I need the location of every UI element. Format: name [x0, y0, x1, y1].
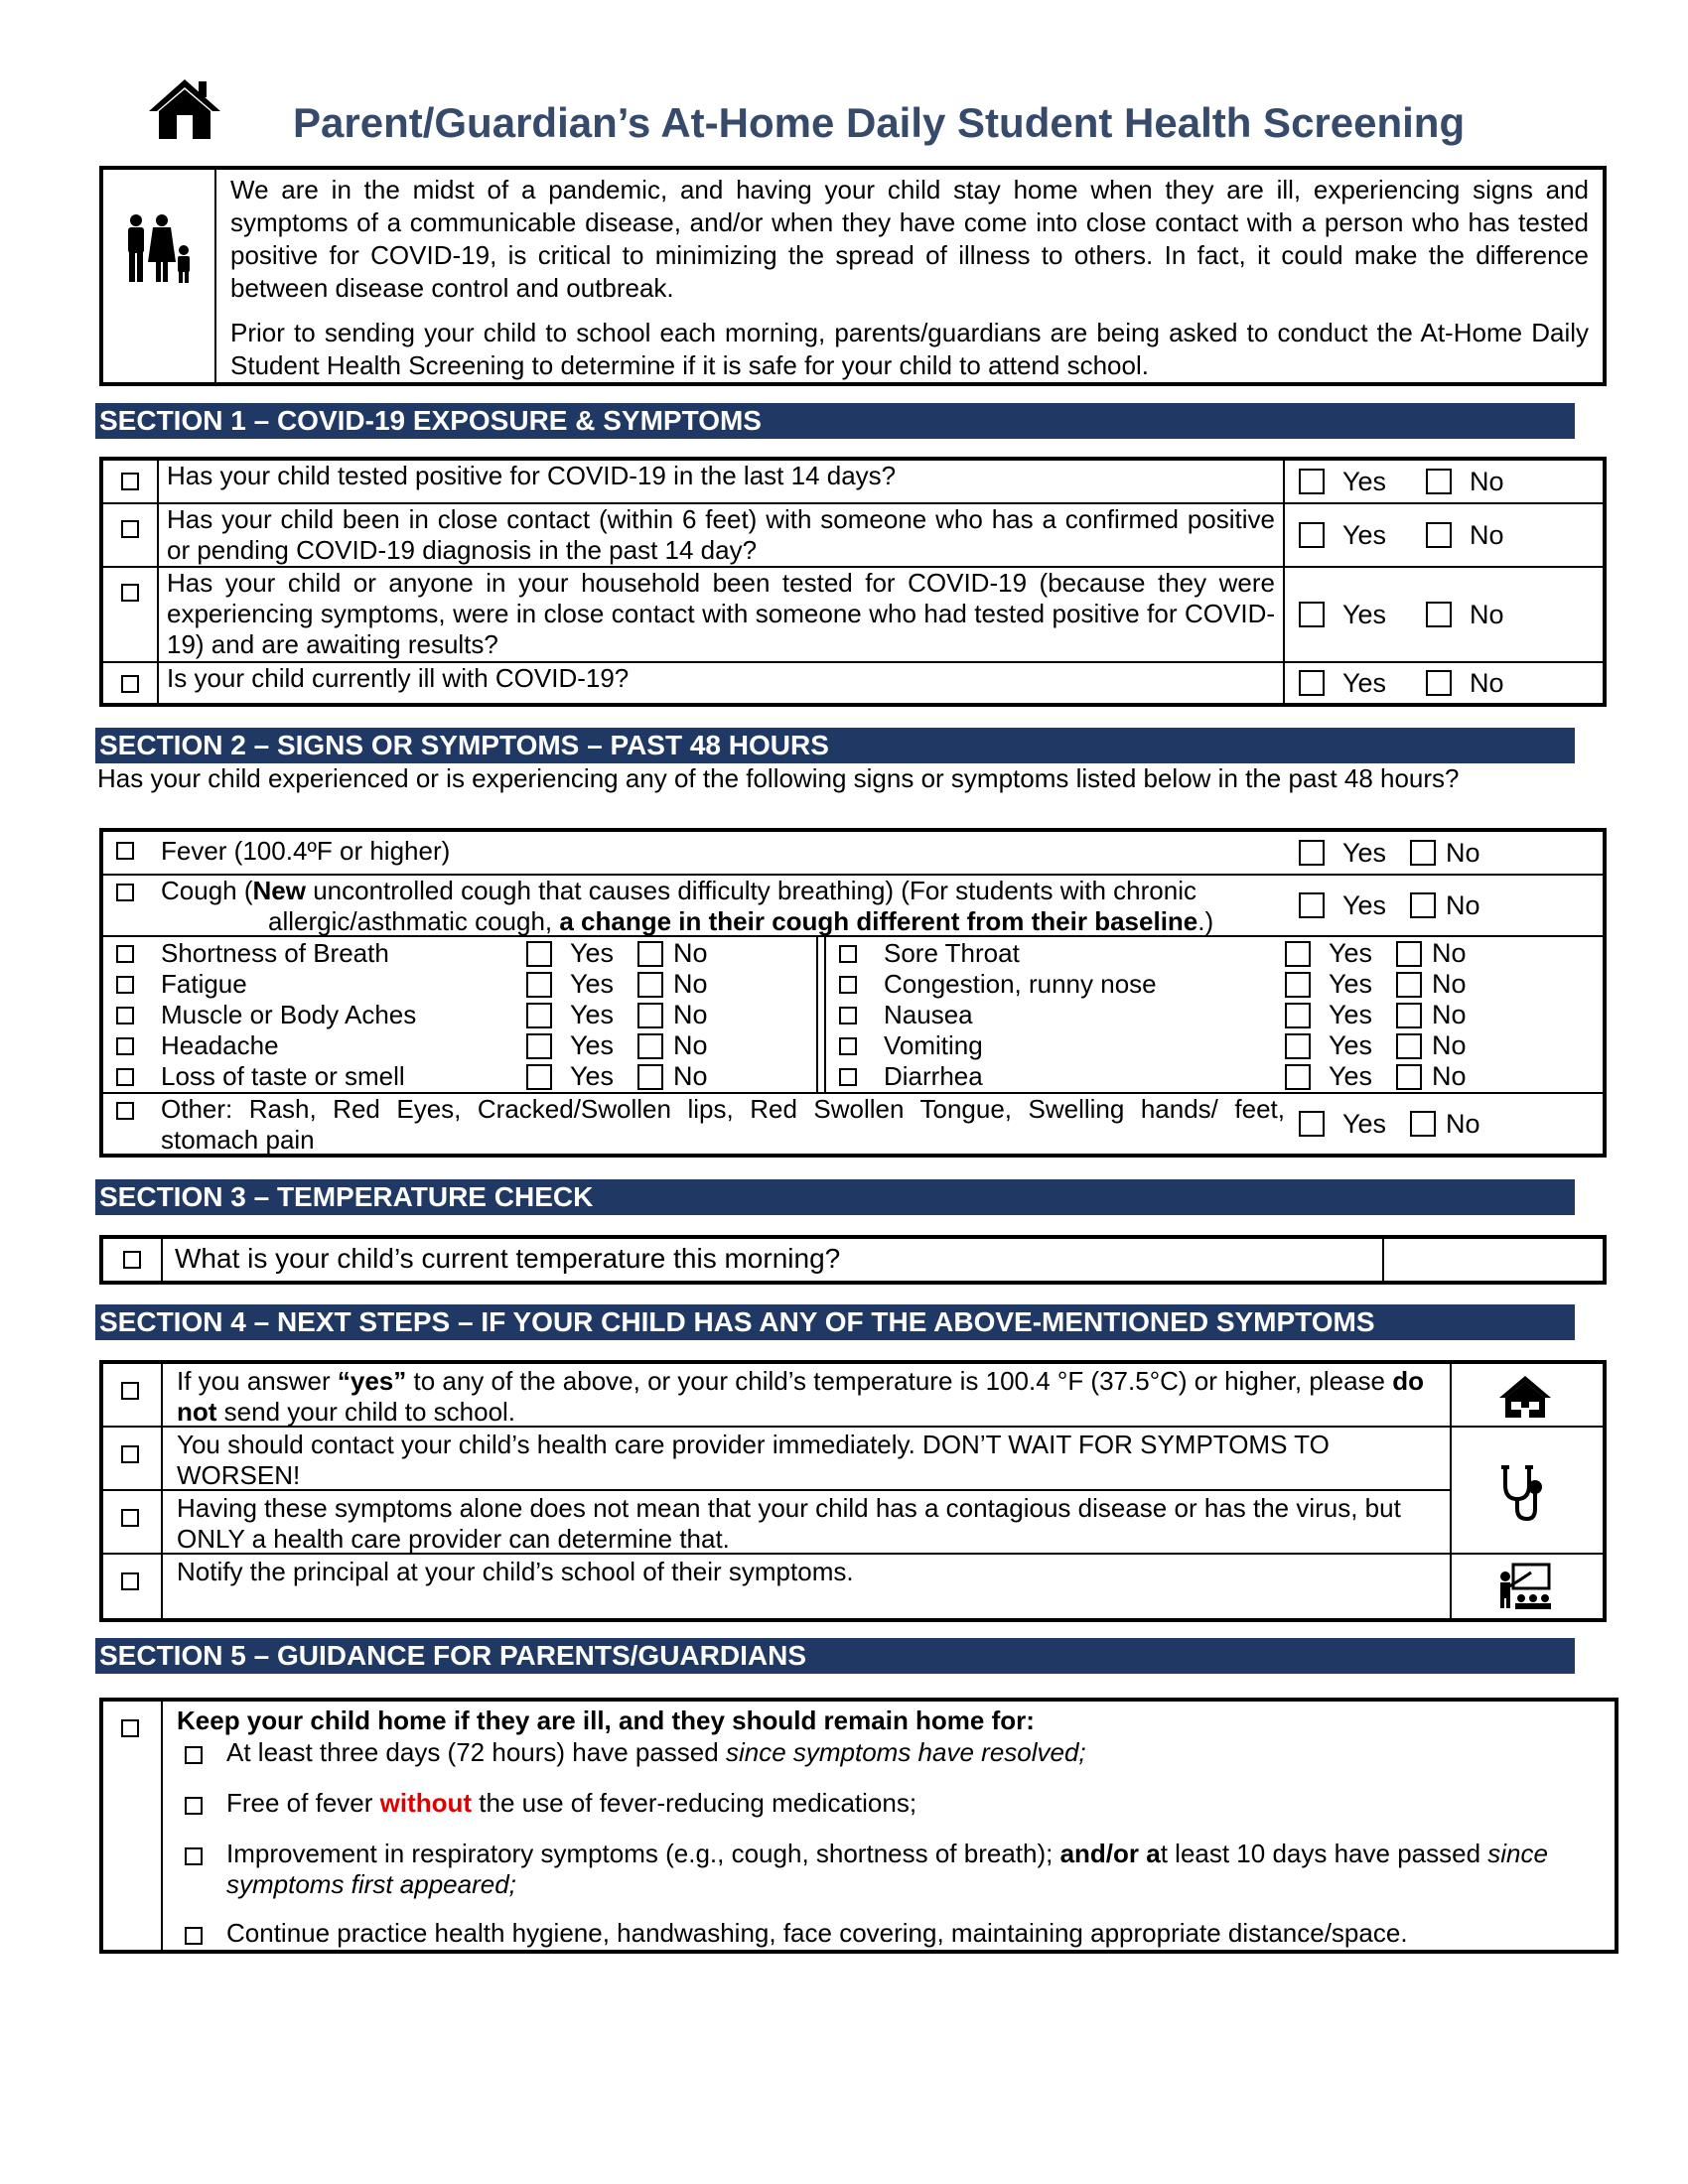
symptom-row [826, 1030, 1603, 1061]
yes-checkbox[interactable] [1285, 972, 1311, 998]
guidance-item-checkbox[interactable] [185, 1797, 203, 1815]
no-checkbox[interactable] [1396, 1003, 1422, 1028]
yes-checkbox[interactable] [526, 941, 552, 967]
symptom-row [826, 1000, 1603, 1030]
symptom-row [103, 1030, 816, 1061]
symptom-checkbox[interactable] [839, 1007, 857, 1024]
row-checkbox[interactable] [121, 1509, 139, 1527]
yes-checkbox[interactable] [526, 1033, 552, 1059]
yes-checkbox[interactable] [1299, 892, 1325, 918]
no-checkbox[interactable] [1426, 522, 1452, 548]
symptom-label: Vomiting [884, 1030, 983, 1060]
no-checkbox[interactable] [1410, 840, 1436, 866]
row-checkbox[interactable] [121, 473, 139, 490]
yes-checkbox[interactable] [526, 1003, 552, 1028]
no-label: No [1432, 1000, 1467, 1029]
symptom-checkbox[interactable] [116, 976, 134, 994]
table-row: Has your child or anyone in your household been tested for COVID-19 (because they were experiencing symptoms, were in close contact with someone who had tested positive for COVID-19) and are awaiting results? Yes No [103, 566, 1603, 661]
row-checkbox[interactable] [121, 675, 139, 693]
symptom-row [103, 1000, 816, 1030]
symptom-label: Muscle or Body Aches [161, 1000, 417, 1029]
row-checkbox[interactable] [121, 520, 139, 538]
row-checkbox[interactable] [121, 1572, 139, 1590]
cough-checkbox[interactable] [116, 884, 134, 901]
row-checkbox[interactable] [121, 1445, 139, 1463]
yes-checkbox[interactable] [1285, 1003, 1311, 1028]
no-checkbox[interactable] [1426, 602, 1452, 627]
guidance-item: Improvement in respiratory symptoms (e.g., cough, shortness of breath); and/or at least 10 days have passed since symptoms first appeared; [226, 1839, 1548, 1899]
intro-box [99, 166, 1607, 386]
step-text: You should contact your child’s health care provider immediately. DON’T WAIT FOR SYMPTOMS TO WORSEN! [177, 1430, 1330, 1490]
step-text: Having these symptoms alone does not mean that your child has a contagious disease or has the virus, but ONLY a health care provider can determine that. [177, 1493, 1401, 1554]
section-5-header: SECTION 5 – GUIDANCE FOR PARENTS/GUARDIANS [95, 1638, 1575, 1674]
temperature-checkbox[interactable] [123, 1251, 141, 1269]
symptom-row [103, 969, 816, 1000]
teacher-classroom-icon [1497, 1563, 1553, 1610]
symptom-list-left [103, 937, 818, 1092]
yes-checkbox[interactable] [1299, 522, 1325, 548]
section-1-table [99, 457, 1607, 707]
question-text: Has your child or anyone in your household been tested for COVID-19 (because they were experiencing symptoms, were in close contact with someone who had tested positive for COVID-19) and are awaiting results? [159, 568, 1285, 661]
guidance-item-checkbox[interactable] [185, 1847, 203, 1865]
no-label: No [673, 938, 708, 968]
yes-label: Yes [570, 938, 615, 968]
step-text: If you answer “yes” to any of the above, or your child’s temperature is 100.4 °F (37.5°C) or higher, please do not send your child to school. [177, 1366, 1424, 1427]
intro-paragraph-1: We are in the midst of a pandemic, and having your child stay home when they are ill, experiencing signs and symptoms of a communicable disease, and/or when they have come into close contact with a person who has tested positive for COVID-19, is critical to minimizing the spread of illness to others. In fact, it could make the difference between disease control and outbreak. [230, 175, 1589, 303]
symptom-row [103, 938, 816, 969]
guidance-checkbox[interactable] [121, 1719, 139, 1737]
no-checkbox[interactable] [1396, 972, 1422, 998]
table-row [103, 1364, 1603, 1428]
row-checkbox[interactable] [121, 1382, 139, 1400]
yes-checkbox[interactable] [1285, 1064, 1311, 1090]
symptom-checkbox[interactable] [839, 1068, 857, 1086]
table-row: Fever (100.4ºF or higher) Yes No [103, 832, 1603, 874]
no-checkbox[interactable] [637, 1064, 663, 1090]
step-text: Notify the principal at your child’s school of their symptoms. [177, 1557, 854, 1586]
intro-paragraph-2: Prior to sending your child to school each morning, parents/guardians are being asked to conduct the At-Home Daily Student Health Screening to determine if it is safe for your child to attend school. [230, 318, 1589, 380]
no-checkbox[interactable] [637, 972, 663, 998]
no-checkbox[interactable] [1396, 1033, 1422, 1059]
no-checkbox[interactable] [1410, 892, 1436, 918]
yes-label: Yes [1329, 1030, 1373, 1060]
yes-label: Yes [570, 1030, 615, 1060]
yes-label: Yes [1329, 938, 1373, 968]
section-2-header: SECTION 2 – SIGNS OR SYMPTOMS – PAST 48 HOURS [95, 728, 1575, 763]
guidance-item-checkbox[interactable] [185, 1927, 203, 1945]
yes-checkbox[interactable] [526, 1064, 552, 1090]
table-row: Has your child been in close contact (within 6 feet) with someone who has a confirmed positive or pending COVID-19 diagnosis in the past 14 day? Yes No [103, 502, 1603, 566]
table-row: Is your child currently ill with COVID-19? Yes No [103, 661, 1603, 703]
symptom-checkbox[interactable] [116, 945, 134, 963]
no-checkbox[interactable] [1410, 1111, 1436, 1137]
no-checkbox[interactable] [1396, 1064, 1422, 1090]
symptom-label: Congestion, runny nose [884, 969, 1157, 999]
guidance-item-checkbox[interactable] [185, 1746, 203, 1764]
section-3-table [99, 1235, 1607, 1285]
section-2-prompt: Has your child experienced or is experiencing any of the following signs or symptoms listed below in the past 48 hours? [97, 763, 1460, 793]
section-5-table [99, 1698, 1618, 1954]
table-row [103, 1555, 1603, 1618]
question-text: Has your child been in close contact (within 6 feet) with someone who has a confirmed positive or pending COVID-19 diagnosis in the past 14 day? [159, 504, 1285, 566]
yes-checkbox[interactable] [1285, 941, 1311, 967]
family-icon [122, 212, 196, 286]
stethoscope-icon [1499, 1463, 1545, 1523]
yes-checkbox[interactable] [526, 972, 552, 998]
no-label: No [1432, 1061, 1467, 1091]
no-label: No [1432, 938, 1467, 968]
symptom-fever: Fever (100.4ºF or higher) [161, 836, 451, 866]
yes-label: Yes [570, 1000, 615, 1029]
symptom-label: Shortness of Breath [161, 938, 389, 968]
fever-checkbox[interactable] [116, 842, 134, 860]
home-icon [147, 75, 222, 141]
symptom-row [826, 938, 1603, 969]
intro-icon-cell [103, 170, 216, 382]
symptom-grid [103, 935, 1603, 1092]
symptom-checkbox[interactable] [116, 1007, 134, 1024]
yes-checkbox[interactable] [1299, 1111, 1325, 1137]
table-row: Other: Rash, Red Eyes, Cracked/Swollen lips, Red Swollen Tongue, Swelling hands/ feet, stomach pain Yes No [103, 1092, 1603, 1154]
temperature-question: What is your child’s current temperature this morning? [163, 1239, 1384, 1281]
yes-checkbox[interactable] [1285, 1033, 1311, 1059]
page-title: Parent/Guardian’s At-Home Daily Student Health Screening [293, 99, 1466, 146]
table-row [103, 1491, 1603, 1555]
guidance-item: At least three days (72 hours) have passed since symptoms have resolved; [226, 1737, 1086, 1767]
temperature-input[interactable] [1384, 1239, 1603, 1281]
guidance-heading: Keep your child home if they are ill, and they should remain home for: [177, 1706, 1035, 1735]
guidance-item: Free of fever without the use of fever-reducing medications; [226, 1788, 917, 1818]
no-checkbox[interactable] [1396, 941, 1422, 967]
symptom-label: Nausea [884, 1000, 973, 1029]
symptom-checkbox[interactable] [116, 1068, 134, 1086]
other-checkbox[interactable] [116, 1102, 134, 1120]
symptom-checkbox[interactable] [839, 1037, 857, 1055]
question-text: Has your child tested positive for COVID-19 in the last 14 days? [159, 461, 1285, 502]
no-checkbox[interactable] [637, 941, 663, 967]
table-row [103, 1428, 1450, 1491]
yes-checkbox[interactable] [1299, 670, 1325, 696]
yes-label: Yes [1329, 1061, 1373, 1091]
no-label: No [673, 969, 708, 999]
row-checkbox[interactable] [121, 584, 139, 602]
section-3-header: SECTION 3 – TEMPERATURE CHECK [95, 1179, 1575, 1215]
yes-label: Yes [1329, 1000, 1373, 1029]
symptom-label: Headache [161, 1030, 279, 1060]
symptom-checkbox[interactable] [839, 976, 857, 994]
no-label: No [673, 1061, 708, 1091]
no-label: No [673, 1000, 708, 1029]
symptom-checkbox[interactable] [839, 945, 857, 963]
symptom-label: Loss of taste or smell [161, 1061, 405, 1091]
symptom-list-right [824, 937, 1603, 1092]
question-text: Is your child currently ill with COVID-19? [159, 663, 1285, 703]
section-4-table [99, 1360, 1607, 1622]
no-checkbox[interactable] [637, 1003, 663, 1028]
no-label: No [673, 1030, 708, 1060]
house-icon [1497, 1374, 1553, 1420]
intro-text [216, 170, 1603, 382]
yes-label: Yes [1329, 969, 1373, 999]
no-checkbox[interactable] [1426, 670, 1452, 696]
symptom-label: Sore Throat [884, 938, 1020, 968]
no-label: No [1432, 1030, 1467, 1060]
symptom-cough: Cough (New uncontrolled cough that causes difficulty breathing) (For students with chronic allergic/asthmatic cough, a change in their cough different from their baseline.) [161, 876, 1214, 936]
table-row: Has your child tested positive for COVID-19 in the last 14 days? Yes No [103, 461, 1603, 502]
guidance-item: Continue practice health hygiene, handwashing, face covering, maintaining appropriate distance/space. [226, 1918, 1408, 1948]
symptom-other: Other: Rash, Red Eyes, Cracked/Swollen lips, Red Swollen Tongue, Swelling hands/ feet, stomach pain [161, 1094, 1285, 1155]
section-2-table [99, 828, 1607, 1158]
symptom-row [826, 969, 1603, 1000]
no-label: No [1432, 969, 1467, 999]
yes-label: Yes [570, 1061, 615, 1091]
symptom-row [103, 1061, 816, 1092]
section-1-header: SECTION 1 – COVID-19 EXPOSURE & SYMPTOMS [95, 403, 1575, 439]
no-checkbox[interactable] [1426, 469, 1452, 494]
yes-label: Yes [570, 969, 615, 999]
symptom-label: Diarrhea [884, 1061, 983, 1091]
yes-checkbox[interactable] [1299, 469, 1325, 494]
yes-checkbox[interactable] [1299, 602, 1325, 627]
table-row: Cough (New uncontrolled cough that causes difficulty breathing) (For students with chronic allergic/asthmatic cough, a change in their cough different from their baseline.) Yes No [103, 874, 1603, 935]
no-checkbox[interactable] [637, 1033, 663, 1059]
section-4-header: SECTION 4 – NEXT STEPS – IF YOUR CHILD HAS ANY OF THE ABOVE-MENTIONED SYMPTOMS [95, 1304, 1575, 1340]
symptom-row [826, 1061, 1603, 1092]
yes-checkbox[interactable] [1299, 840, 1325, 866]
symptom-label: Fatigue [161, 969, 247, 999]
symptom-checkbox[interactable] [116, 1037, 134, 1055]
